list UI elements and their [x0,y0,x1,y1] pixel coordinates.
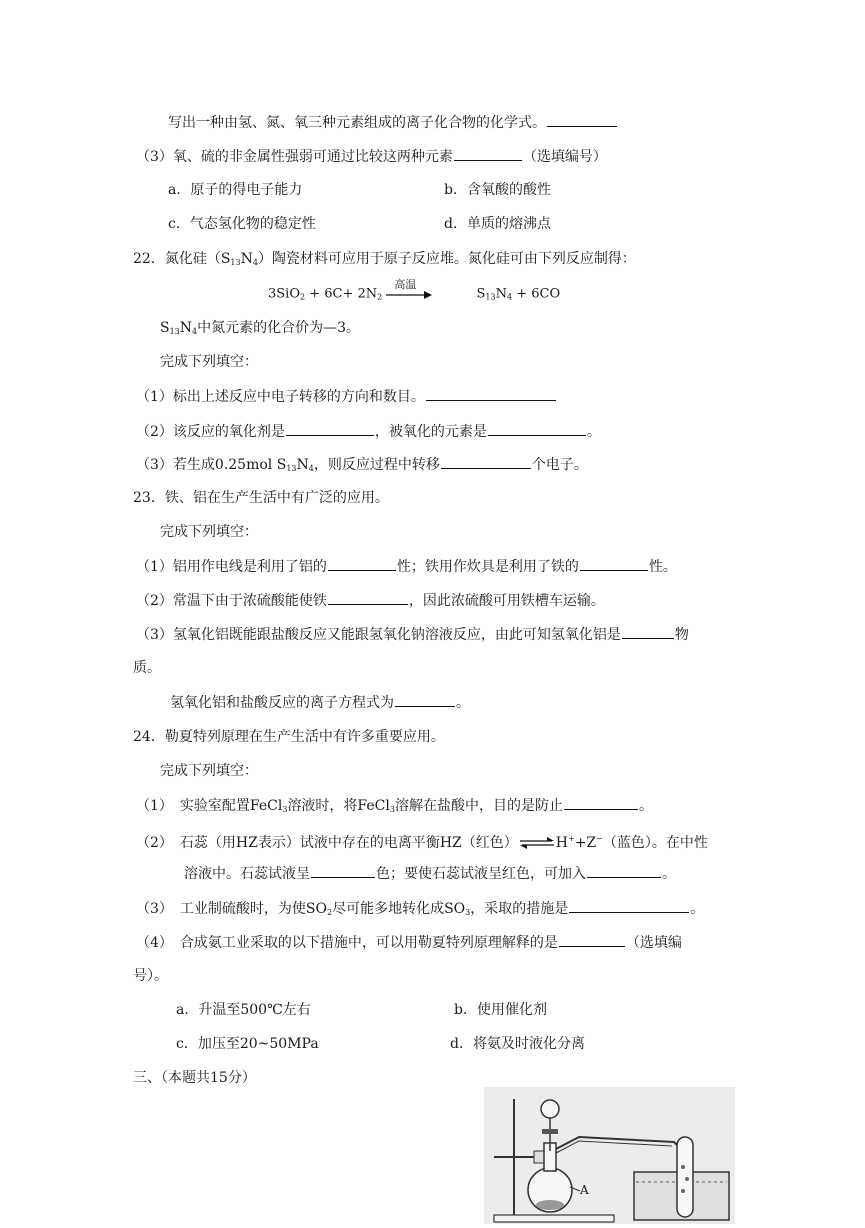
apparatus-illustration [484,1087,735,1224]
answer-blank[interactable] [488,421,586,436]
q24-option-c: c．加压至20~50MPa [176,1036,319,1052]
q22-fill-heading: 完成下列填空： [160,354,258,370]
answer-blank[interactable] [426,386,556,401]
answer-blank[interactable] [454,146,522,161]
answer-blank[interactable] [569,898,689,913]
q23-3-cont: 质。 [133,660,161,676]
q22-3: （3）若生成0.25mol $S_{13}N_4$，则反应过程中转移 个电子。 [136,454,588,479]
q24-1: （1） 实验室配置FeCl$_3$溶液时，将FeCl$_3$溶解在盐酸中，目的是防止 。 [136,795,653,820]
q23-3: （3）氢氧化铝既能跟盐酸反应又能跟氢氧化钠溶液反应，由此可知氢氧化铝是 物 [136,624,689,645]
answer-blank[interactable] [587,863,661,878]
q23-4: 氢氧化铝和盐酸反应的离子方程式为 。 [170,692,470,713]
q23-1: （1）铝用作电线是利用了铝的 性；铁用作炊具是利用了铁的 性。 [136,556,677,577]
answer-blank[interactable] [441,454,531,469]
answer-blank[interactable] [622,624,674,639]
q24-3: （3） 工业制硫酸时，为使$SO_2$尽可能多地转化成$SO_3$，采取的措施是 。 [136,898,704,923]
q23-intro: 23．铁、铝在生产生活中有广泛的应用。 [133,490,389,506]
formula-question: 写出一种由氢、氮、氧三种元素组成的离子化合物的化学式。 [168,112,618,133]
answer-blank[interactable] [286,421,374,436]
answer-blank[interactable] [559,932,625,947]
section-3-heading: 三、（本题共15分） [133,1070,256,1086]
q24-2: （2） 石蕊（用HZ表示）试液中存在的电离平衡HZ（红色） H++Z−（蓝色）。在中性 [136,834,708,851]
reaction-equation: $3SiO_2 + 6C+ 2N_2$ 高温 $S_{13}N_4 + 6CO$ [268,284,560,308]
answer-blank[interactable] [328,556,396,571]
q24-option-d: d．将氨及时液化分离 [450,1036,585,1052]
option-b: b．含氧酸的酸性 [444,182,551,198]
option-d: d．单质的熔沸点 [444,216,551,232]
q22-intro: 22．氮化硅$(S_{13}N_4)$陶瓷材料可应用于原子反应堆。氮化硅可由下列反应制得： [133,251,636,267]
q24-option-a: a．升温至500℃左右 [176,1002,311,1018]
q24-4: （4） 合成氨工业采取的以下措施中，可以用勒夏特列原理解释的是 （选填编 [136,932,682,953]
equilibrium-arrows-icon [520,836,554,850]
q23-2: （2）常温下由于浓硫酸能使铁 ，因此浓硫酸可用铁槽车运输。 [136,590,605,611]
reaction-arrow: 高温 [386,284,432,304]
q24-intro: 24．勒夏特列原理在生产生活中有许多重要应用。 [133,729,445,745]
answer-blank[interactable] [580,556,648,571]
figure-label-a: A [580,1183,589,1197]
q21-3-question: （3）氧、硫的非金属性强弱可通过比较这两种元素 （选填编号） [136,146,607,167]
option-c: c．气态氢化物的稳定性 [168,216,316,232]
lab-apparatus-figure [484,1087,735,1224]
q24-option-b: b．使用催化剂 [454,1002,547,1018]
q22-note: $S_{13}N_4$中氮元素的化合价为—3。 [160,320,361,336]
option-a: a．原子的得电子能力 [168,182,303,198]
answer-blank[interactable] [395,692,455,707]
q24-2-cont: 溶液中。石蕊试液呈 色；要使石蕊试液呈红色，可加入 。 [184,863,676,884]
right-arrow-icon [386,284,432,304]
q23-fill-heading: 完成下列填空： [160,524,258,540]
answer-blank[interactable] [547,112,617,127]
q22-2: （2）该反应的氧化剂是 ，被氧化的元素是 。 [136,421,601,442]
answer-blank[interactable] [311,863,375,878]
q22-1: （1）标出上述反应中电子转移的方向和数目。 [136,386,557,407]
answer-blank[interactable] [564,795,638,810]
q24-fill-heading: 完成下列填空： [160,763,258,779]
answer-blank[interactable] [328,590,408,605]
q24-4-cont: 号）。 [133,968,168,984]
